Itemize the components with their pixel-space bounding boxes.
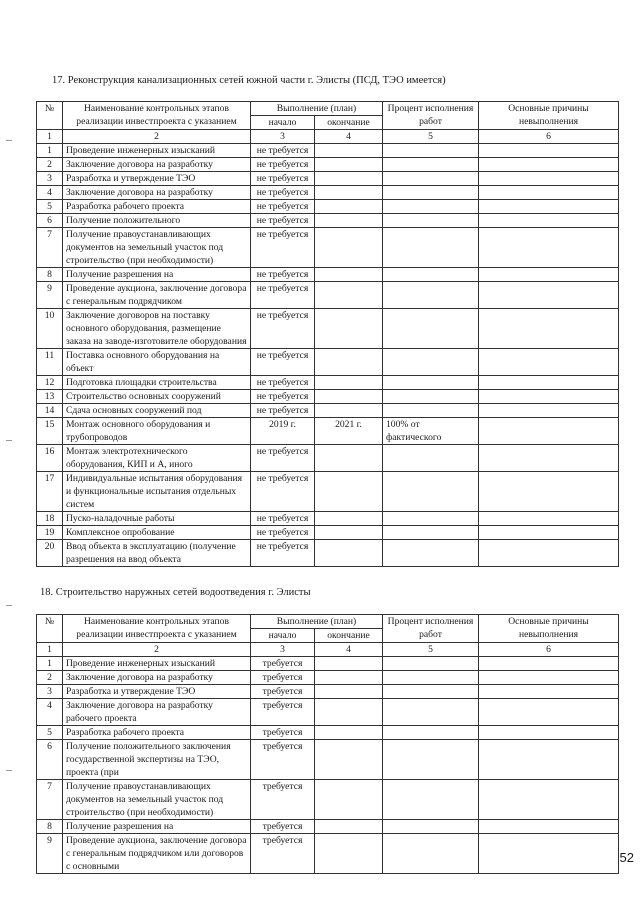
plan-start: не требуется (251, 390, 315, 404)
completion-percent: 100% от фактического (383, 418, 479, 445)
plan-end (315, 144, 383, 158)
index-cell: 3 (251, 130, 315, 144)
table-row (37, 144, 619, 158)
table-row (37, 214, 619, 228)
plan-end (315, 445, 383, 472)
plan-end (315, 172, 383, 186)
plan-end (315, 228, 383, 268)
stage-name: Разработка и утверждение ТЭО (63, 685, 251, 699)
table-index-row (37, 130, 619, 144)
table-row (37, 158, 619, 172)
stage-name: Проведение инженерных изысканий (63, 657, 251, 671)
plan-end (315, 349, 383, 376)
plan-end (315, 404, 383, 418)
nonfulfillment-reason (479, 657, 619, 671)
completion-percent (383, 172, 479, 186)
row-number: 10 (37, 309, 63, 349)
plan-start: не требуется (251, 472, 315, 512)
completion-percent (383, 820, 479, 834)
nonfulfillment-reason (479, 418, 619, 445)
stage-name: Получение разрешения на (63, 268, 251, 282)
plan-end (315, 268, 383, 282)
row-number: 2 (37, 671, 63, 685)
stage-name: Получение положительного (63, 214, 251, 228)
table-row (37, 404, 619, 418)
plan-start: 2019 г. (251, 418, 315, 445)
stage-name: Заключение договора на разработку (63, 186, 251, 200)
completion-percent (383, 445, 479, 472)
stage-name: Проведение аукциона, заключение договора с генеральным подрядчиком (63, 282, 251, 309)
table-row (37, 186, 619, 200)
section-18-table (36, 614, 619, 874)
stage-name: Поставка основного оборудования на объект (63, 349, 251, 376)
plan-end: 2021 г. (315, 418, 383, 445)
nonfulfillment-reason (479, 834, 619, 874)
row-number: 5 (37, 200, 63, 214)
header-end: окончание (315, 116, 383, 130)
completion-percent (383, 834, 479, 874)
plan-start: не требуется (251, 404, 315, 418)
stage-name: Строительство основных сооружений (63, 390, 251, 404)
header-end: окончание (315, 629, 383, 643)
completion-percent (383, 657, 479, 671)
row-number: 3 (37, 172, 63, 186)
nonfulfillment-reason (479, 699, 619, 726)
nonfulfillment-reason (479, 144, 619, 158)
row-number: 20 (37, 540, 63, 567)
completion-percent (383, 780, 479, 820)
row-number: 8 (37, 820, 63, 834)
nonfulfillment-reason (479, 282, 619, 309)
row-number: 12 (37, 376, 63, 390)
table-row (37, 820, 619, 834)
nonfulfillment-reason (479, 671, 619, 685)
table-row (37, 282, 619, 309)
table-row (37, 699, 619, 726)
plan-start: не требуется (251, 376, 315, 390)
row-number: 14 (37, 404, 63, 418)
plan-end (315, 472, 383, 512)
table-row (37, 657, 619, 671)
completion-percent (383, 282, 479, 309)
plan-start: требуется (251, 834, 315, 874)
header-start: начало (251, 116, 315, 130)
stage-name: Комплексное опробование (63, 526, 251, 540)
plan-end (315, 200, 383, 214)
row-number: 16 (37, 445, 63, 472)
table-row (37, 268, 619, 282)
nonfulfillment-reason (479, 540, 619, 567)
table-row (37, 740, 619, 780)
table-row (37, 376, 619, 390)
plan-start: не требуется (251, 526, 315, 540)
completion-percent (383, 404, 479, 418)
row-number: 13 (37, 390, 63, 404)
header-percent: Процент исполнения работ (383, 102, 479, 130)
header-num: № (37, 102, 63, 130)
plan-start: не требуется (251, 158, 315, 172)
nonfulfillment-reason (479, 309, 619, 349)
table-row (37, 228, 619, 268)
header-num: № (37, 615, 63, 643)
table-row (37, 671, 619, 685)
plan-start: требуется (251, 820, 315, 834)
stage-name: Заключение договоров на поставку основного оборудования, размещение заказа на заводе-изготовителе оборудования (63, 309, 251, 349)
table-row (37, 390, 619, 404)
plan-end (315, 309, 383, 349)
table-row (37, 445, 619, 472)
completion-percent (383, 472, 479, 512)
stage-name: Разработка рабочего проекта (63, 726, 251, 740)
nonfulfillment-reason (479, 390, 619, 404)
row-number: 3 (37, 685, 63, 699)
nonfulfillment-reason (479, 172, 619, 186)
table-row (37, 172, 619, 186)
plan-end (315, 186, 383, 200)
completion-percent (383, 349, 479, 376)
header-plan: Выполнение (план) (251, 615, 383, 629)
completion-percent (383, 214, 479, 228)
scan-mark (6, 770, 12, 771)
index-cell: 2 (63, 643, 251, 657)
plan-start: требуется (251, 657, 315, 671)
plan-start: не требуется (251, 144, 315, 158)
plan-end (315, 699, 383, 726)
plan-start: не требуется (251, 268, 315, 282)
stage-name: Получение правоустанавливающих документов на земельный участок под строительство (при необходимости) (63, 228, 251, 268)
stage-name: Получение разрешения на (63, 820, 251, 834)
plan-start: не требуется (251, 214, 315, 228)
plan-end (315, 780, 383, 820)
plan-start: требуется (251, 685, 315, 699)
stage-name: Разработка и утверждение ТЭО (63, 172, 251, 186)
stage-name: Проведение аукциона, заключение договора с генеральным подрядчиком или договоров с основными (63, 834, 251, 874)
row-number: 4 (37, 699, 63, 726)
row-number: 7 (37, 780, 63, 820)
index-cell: 5 (383, 130, 479, 144)
stage-name: Пуско-наладочные работы (63, 512, 251, 526)
nonfulfillment-reason (479, 445, 619, 472)
table-row (37, 540, 619, 567)
nonfulfillment-reason (479, 740, 619, 780)
index-cell: 2 (63, 130, 251, 144)
row-number: 7 (37, 228, 63, 268)
nonfulfillment-reason (479, 526, 619, 540)
plan-end (315, 526, 383, 540)
completion-percent (383, 699, 479, 726)
section-17-table (36, 101, 619, 567)
row-number: 17 (37, 472, 63, 512)
plan-start: не требуется (251, 228, 315, 268)
stage-name: Получение положительного заключения государственной экспертизы на ТЭО, проекта (при (63, 740, 251, 780)
index-cell: 6 (479, 643, 619, 657)
header-name: Наименование контрольных этапов реализации инвестпроекта с указанием (63, 615, 251, 643)
index-cell: 5 (383, 643, 479, 657)
completion-percent (383, 671, 479, 685)
table-row (37, 780, 619, 820)
scan-mark (6, 440, 12, 441)
nonfulfillment-reason (479, 780, 619, 820)
table-row (37, 200, 619, 214)
stage-name: Индивидуальные испытания оборудования и функциональные испытания отдельных систем (63, 472, 251, 512)
plan-start: не требуется (251, 172, 315, 186)
completion-percent (383, 390, 479, 404)
completion-percent (383, 200, 479, 214)
index-cell: 1 (37, 130, 63, 144)
page-number: 52 (619, 850, 634, 865)
scan-mark (6, 140, 12, 141)
scan-mark (6, 605, 12, 606)
plan-end (315, 282, 383, 309)
section-18-title: 18. Строительство наружных сетей водоотведения г. Элисты (40, 587, 311, 598)
nonfulfillment-reason (479, 472, 619, 512)
table-header-row (37, 615, 619, 629)
stage-name: Монтаж основного оборудования и трубопроводов (63, 418, 251, 445)
plan-end (315, 685, 383, 699)
nonfulfillment-reason (479, 228, 619, 268)
plan-end (315, 671, 383, 685)
row-number: 11 (37, 349, 63, 376)
completion-percent (383, 228, 479, 268)
plan-end (315, 512, 383, 526)
plan-end (315, 726, 383, 740)
nonfulfillment-reason (479, 820, 619, 834)
nonfulfillment-reason (479, 404, 619, 418)
table-row (37, 726, 619, 740)
plan-end (315, 740, 383, 780)
index-cell: 3 (251, 643, 315, 657)
table-row (37, 685, 619, 699)
stage-name: Заключение договора на разработку (63, 671, 251, 685)
nonfulfillment-reason (479, 512, 619, 526)
table-row (37, 418, 619, 445)
index-cell: 4 (315, 643, 383, 657)
plan-start: требуется (251, 780, 315, 820)
plan-end (315, 214, 383, 228)
plan-end (315, 540, 383, 567)
row-number: 1 (37, 144, 63, 158)
plan-start: не требуется (251, 349, 315, 376)
nonfulfillment-reason (479, 200, 619, 214)
plan-start: не требуется (251, 540, 315, 567)
header-percent: Процент исполнения работ (383, 615, 479, 643)
stage-name: Проведение инженерных изысканий (63, 144, 251, 158)
plan-start: требуется (251, 671, 315, 685)
stage-name: Разработка рабочего проекта (63, 200, 251, 214)
completion-percent (383, 526, 479, 540)
index-cell: 6 (479, 130, 619, 144)
header-plan: Выполнение (план) (251, 102, 383, 116)
section-17-title: 17. Реконструкция канализационных сетей южной части г. Элисты (ПСД, ТЭО имеется) (52, 75, 446, 86)
stage-name: Получение правоустанавливающих документов на земельный участок под строительство (при необходимости) (63, 780, 251, 820)
row-number: 6 (37, 214, 63, 228)
stage-name: Сдача основных сооружений под (63, 404, 251, 418)
row-number: 4 (37, 186, 63, 200)
header-name: Наименование контрольных этапов реализации инвестпроекта с указанием (63, 102, 251, 130)
row-number: 6 (37, 740, 63, 780)
nonfulfillment-reason (479, 726, 619, 740)
stage-name: Заключение договора на разработку рабочего проекта (63, 699, 251, 726)
plan-end (315, 820, 383, 834)
header-reasons: Основные причины невыполнения (479, 615, 619, 643)
row-number: 1 (37, 657, 63, 671)
plan-end (315, 834, 383, 874)
plan-start: не требуется (251, 200, 315, 214)
nonfulfillment-reason (479, 186, 619, 200)
table-row (37, 309, 619, 349)
row-number: 19 (37, 526, 63, 540)
plan-end (315, 390, 383, 404)
index-cell: 4 (315, 130, 383, 144)
completion-percent (383, 268, 479, 282)
section-18-rows (37, 657, 619, 874)
plan-start: не требуется (251, 282, 315, 309)
table-row (37, 472, 619, 512)
completion-percent (383, 726, 479, 740)
table-row (37, 349, 619, 376)
plan-start: не требуется (251, 309, 315, 349)
header-start: начало (251, 629, 315, 643)
completion-percent (383, 540, 479, 567)
plan-start: не требуется (251, 512, 315, 526)
nonfulfillment-reason (479, 214, 619, 228)
row-number: 9 (37, 282, 63, 309)
plan-end (315, 376, 383, 390)
stage-name: Монтаж электротехнического оборудования, КИП и А, иного (63, 445, 251, 472)
completion-percent (383, 158, 479, 172)
table-header-row (37, 102, 619, 116)
stage-name: Заключение договора на разработку (63, 158, 251, 172)
plan-start: не требуется (251, 186, 315, 200)
row-number: 5 (37, 726, 63, 740)
row-number: 8 (37, 268, 63, 282)
nonfulfillment-reason (479, 349, 619, 376)
row-number: 15 (37, 418, 63, 445)
nonfulfillment-reason (479, 376, 619, 390)
table-row (37, 526, 619, 540)
table-row (37, 512, 619, 526)
stage-name: Подготовка площадки строительства (63, 376, 251, 390)
table-index-row (37, 643, 619, 657)
plan-start: требуется (251, 699, 315, 726)
table-row (37, 834, 619, 874)
row-number: 2 (37, 158, 63, 172)
completion-percent (383, 144, 479, 158)
completion-percent (383, 685, 479, 699)
plan-start: требуется (251, 740, 315, 780)
nonfulfillment-reason (479, 685, 619, 699)
index-cell: 1 (37, 643, 63, 657)
plan-start: не требуется (251, 445, 315, 472)
completion-percent (383, 309, 479, 349)
completion-percent (383, 512, 479, 526)
nonfulfillment-reason (479, 268, 619, 282)
completion-percent (383, 376, 479, 390)
plan-end (315, 657, 383, 671)
row-number: 18 (37, 512, 63, 526)
section-17-rows (37, 144, 619, 567)
header-reasons: Основные причины невыполнения (479, 102, 619, 130)
plan-start: требуется (251, 726, 315, 740)
stage-name: Ввод объекта в эксплуатацию (получение разрешения на ввод объекта (63, 540, 251, 567)
row-number: 9 (37, 834, 63, 874)
completion-percent (383, 186, 479, 200)
plan-end (315, 158, 383, 172)
completion-percent (383, 740, 479, 780)
nonfulfillment-reason (479, 158, 619, 172)
